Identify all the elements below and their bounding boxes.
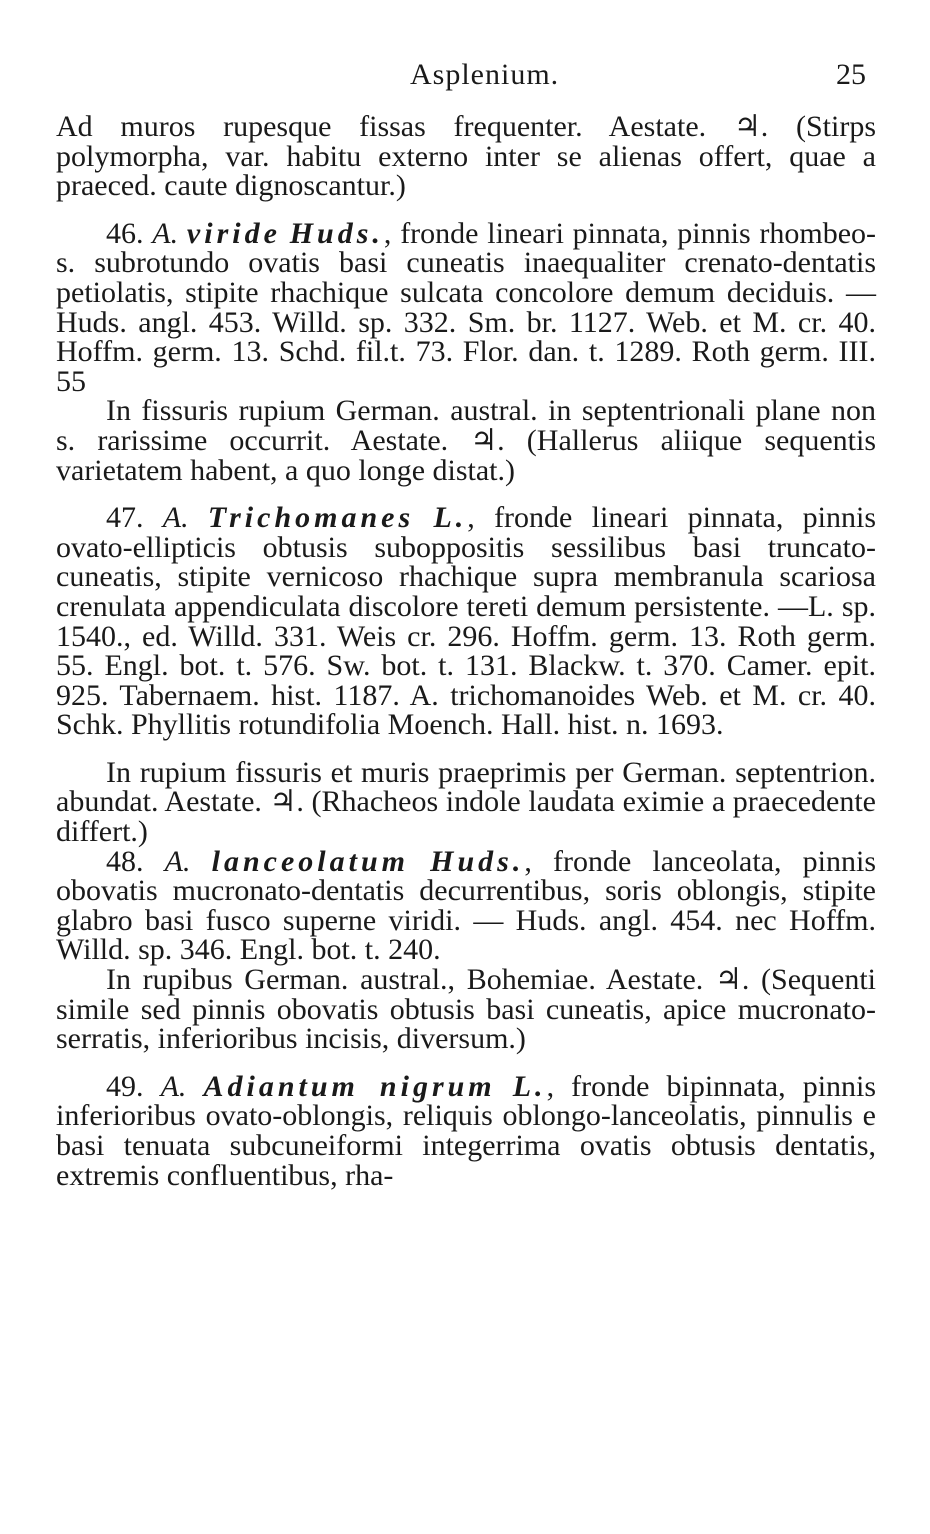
paragraph-text: In rupium fissuris et muris praeprimis per German. septentrion. abundat. Aestate. ♃. (Rhacheos indole laudata eximie a praecedente differt.) [56, 755, 876, 849]
entry-author: L. [433, 501, 468, 535]
species-entry-48 [56, 844, 877, 967]
entry-species: Trichomanes [207, 501, 415, 535]
entry-author: Huds. [430, 844, 525, 878]
entry-author: Huds. [289, 216, 384, 250]
running-head [0, 54, 930, 98]
paragraph-text: In rupibus German. austral., Bohemiae. Aestate. ♃. (Sequenti simile sed pinnis obovatis obtusis basi cuneatis, apice mucronato-serratis, inferioribus incisis, diversum.) [56, 963, 876, 1056]
species-entry-46 [56, 216, 877, 398]
paragraph-text: In fissuris rupium German. austral. in septentrionali plane non s. rarissime occurrit. Aestate. ♃. (Hallerus aliique sequentis varietatem habent, a quo longe distat.) [56, 394, 876, 487]
entry-genus: A. [152, 216, 179, 250]
species-entry-49 [56, 1069, 877, 1192]
paragraph-habitat [56, 965, 876, 1054]
body-text [56, 112, 876, 1190]
entry-number: 47. [106, 501, 144, 535]
entry-number: 46. [106, 216, 144, 250]
entry-description: , fronde lineari pinnata, pinnis rhombeo-s. subrotundo ovatis basi cuneatis inaequaliter crenato-dentatis petiolatis, stipite rhachique sulcata concolore demum deciduis. — Huds. angl. 453. Willd. sp. 332. Sm. br. 1127. Web. et M. cr. 40. Hoffm. germ. 13. Schd. fil.t. 73. Flor. dan. t. 1289. Roth germ. III. 55 [56, 216, 877, 398]
paragraph-habitat [56, 755, 876, 849]
entry-description: , fronde bipinnata, pinnis inferioribus ovato-oblongis, reliquis oblongo-lanceolatis, pinnulis e basi tenuata subcuneiformi integerrima ovatis obtusis dentatis, extremis confluentibus, rha- [56, 1069, 877, 1192]
entry-genus: A. [160, 1069, 187, 1103]
entry-description: , fronde lineari pinnata, pinnis ovato-ellipticis obtusis suboppositis sessilibus basi truncato-cuneatis, stipite vernicoso rhachique supra membranula scariosa crenulata appendiculata discolore tereti demum persistente. —L. sp. 1540., ed. Willd. 331. Weis cr. 296. Hoffm. germ. 13. Roth germ. 55. Engl. bot. t. 576. Sw. bot. t. 131. Blackw. t. 370. Camer. epit. 925. Tabernaem. hist. 1187. A. trichomanoides Web. et M. cr. 40. Schk. Phyllitis rotundifolia Moench. Hall. hist. n. 1693. [56, 501, 877, 742]
running-head-title: Asplenium. [410, 58, 560, 91]
paragraph-habitat [56, 112, 876, 201]
entry-genus: A. [162, 501, 189, 535]
species-entry-47 [56, 503, 876, 740]
entry-species: Adiantum nigrum [203, 1069, 496, 1103]
entry-species: viride [186, 216, 281, 250]
page-number: 25 [836, 58, 866, 91]
entry-number: 49. [106, 1069, 144, 1103]
paragraph-text: Ad muros rupesque fissas frequenter. Aestate. ♃. (Stirps polymorpha, var. habitu externo inter se alienas offert, quae a praeced. caute dignoscantur.) [56, 110, 876, 203]
entry-number: 48. [106, 844, 144, 878]
entry-author: L. [512, 1069, 547, 1103]
entry-species: lanceolatum [211, 844, 409, 878]
entry-description: , fronde lanceolata, pinnis obovatis mucronato-dentatis decurrentibus, soris oblongis, stipite glabro basi fusco superne viridi. — Huds. angl. 454. nec Hoffm. Willd. sp. 346. Engl. bot. t. 240. [56, 844, 877, 967]
paragraph-habitat [56, 396, 876, 485]
entry-genus: A. [164, 844, 191, 878]
